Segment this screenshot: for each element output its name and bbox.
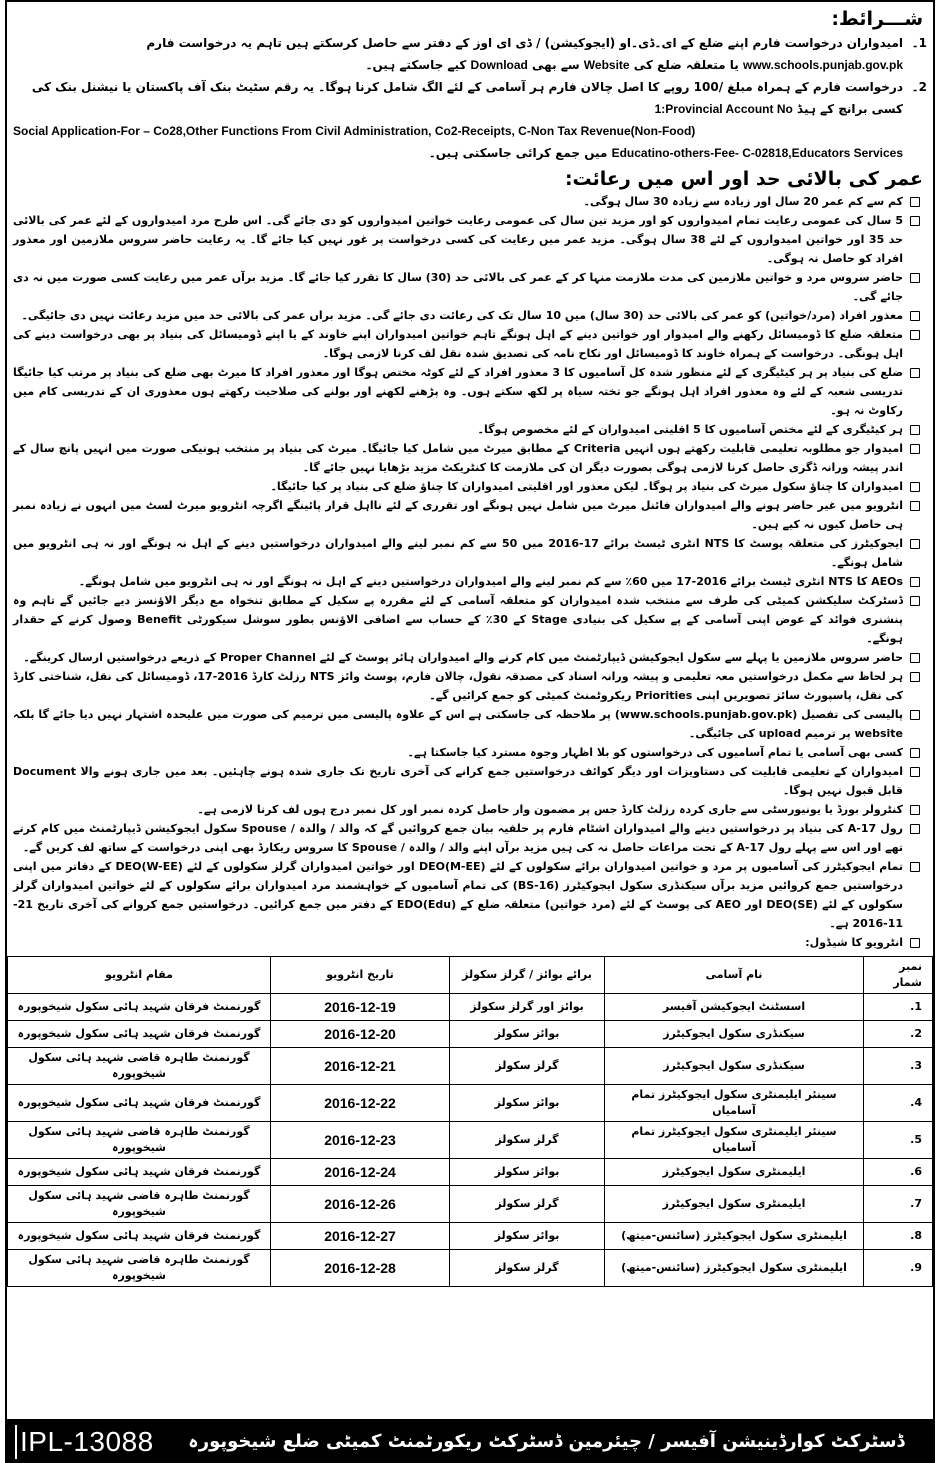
bullet-item [13,439,927,477]
account-description: Social Application-For – Co28,Other Functions From Civil Administration, Co2-Receipts, C-Non Tax Revenue(Non-Food) [13,124,696,138]
interview-venue: گورنمنٹ طاہرہ قاضی شہید ہائی سکول شیخوپورہ [8,1122,271,1159]
bullet-text: امیدوار جو مطلوبہ تعلیمی قابلیت رکھتے ہوں انہیں Criteria کے مطابق میرٹ میں شامل کیا جائیگا۔ میرٹ کی بنیاد پر منتخب ہونیکی صورت میں انہیں پانچ سال کے اندر پیشہ ورانہ ڈگری حاصل کرنا لازمی ہوگی بصورت دیگر ان کی ملازمت کا کنٹریکٹ مزید بڑھایا نہیں جائے گا۔ [13,442,903,474]
bullet-item [13,819,927,857]
checkbox-square [910,767,920,777]
checkbox-bullet-icon [903,192,927,211]
bullet-text: رول A-17 کی بنیاد پر درخواستیں دینے والے امیدواران اشٹام فارم پر حلفیہ بیان جمع کروائیں گے کہ والد / والدہ / Spouse سکول ایجوکیشن ڈیپارٹمنٹ میں کام کرتے تھے اور اس سے پہلے رول A-17 کے تحت مراعات حاصل نہ کی ہیں مزید برآں اپنے والد / والدہ / Spouse کا سروس ریکارڈ بھی اپنی درخواست کے ساتھ لف کریں گے۔ [13,822,903,854]
table-row [8,994,933,1021]
checkbox-square [910,862,920,872]
condition-number: 1۔ [911,36,927,50]
bullet-text: انٹرویو کا شیڈول: [805,936,903,949]
bullet-item [13,857,927,933]
bullet-item [13,705,927,743]
post-name: ایلیمنٹری سکول ایجوکیٹرز [605,1186,864,1223]
signature-authority: ڈسٹرکٹ کوارڈینیشن آفیسر / چیئرمین ڈسٹرکٹ ریکورٹمنٹ کمیٹی ضلع شیخوپورہ [188,1431,905,1452]
bullet-text: ضلع کی بنیاد پر ہر کیٹیگری کے لئے منظور شدہ کل آسامیوں کا 3 معذور افراد کے لئے کوٹہ مختص ہوگا اور معذور افراد کا میرٹ بھی ضلع کی بنیاد پر مرتب کیا جائیگا تدریسی شعبہ کے لئے وہ معذور افراد اہل ہونگے جو تختہ سیاہ پر لکھ سکتے ہوں۔ وہ پڑھنے لکھنے اور بولنے کی صلاحیت رکھتے ہوں معذوری ان کے تدریسی کام میں رکاوٹ نہ ہو۔ [13,366,903,417]
bullet-text: معذور افراد (مرد/خواتین) کو عمر کی بالائی حد (30 سال) میں 10 سال تک کی رعائت دی جائے گی۔ مزید براں عمر کی بالائی حد میں مزید رعائت نہیں دی جائیگی۔ [21,309,903,322]
interview-venue: گورنمنٹ طاہرہ قاضی شہید ہائی سکول شیخوپورہ [8,1250,271,1287]
interview-venue: گورنمنٹ فرقان شہید ہائی سکول شیخوپورہ [8,1223,271,1250]
checkbox-square [910,577,920,587]
serial-number: 3. [864,1048,933,1085]
table-header-row [8,957,933,994]
bullet-text: حاضر سروس ملازمین یا پہلے سے سکول ایجوکیشن ڈیپارٹمنٹ میں کام کرنے والے امیدواران ہائر پوسٹ کے لئے Proper Channel کے ذریعے درخواستیں ارسال کرینگے۔ [23,651,903,664]
condition-text: سے بھی [527,58,584,72]
bullet-text: پالیسی کی تفصیل (www.schools.punjab.gov.pk) پر ملاحظہ کی جاسکتی ہے اس کے علاوہ پالیسی میں ترمیم کی صورت میں علیحدہ اشتہار نہیں دیا جائے گا بلکہ website پر ترمیم upload کی جائیگی۔ [13,708,903,740]
condition-item-2 [13,76,927,164]
school-type: گرلز سکولز [450,1048,605,1085]
checkbox-square [910,425,920,435]
condition-text: امیدواران درخواست فارم اپنے ضلع کے ای۔ڈی۔او (ایجوکیشن) / ڈی ای اوز کے دفتر سے حاصل کرسکتے ہیں تاہم یہ درخواست فارم [146,36,903,50]
age-limit-list [13,192,927,952]
table-row [8,1021,933,1048]
interview-date: 2016-12-24 [271,1159,450,1186]
checkbox-bullet-icon [903,800,927,819]
bullet-item [13,933,927,952]
checkbox-bullet-icon [903,762,927,800]
interview-date: 2016-12-27 [271,1223,450,1250]
checkbox-bullet-icon [903,439,927,477]
bullet-item [13,306,927,325]
header-post: نام آسامی [605,957,864,994]
checkbox-square [910,539,920,549]
bullet-item [13,420,927,439]
checkbox-bullet-icon [903,420,927,439]
condition-body [13,32,903,76]
checkbox-square [910,273,920,283]
interview-date: 2016-12-19 [271,994,450,1021]
post-name: سینئر ایلیمنٹری سکول ایجوکیٹرز تمام آسامیاں [605,1122,864,1159]
header-school-type: برائے بوائز / گرلز سکولز [450,957,605,994]
checkbox-bullet-icon [903,705,927,743]
checkbox-square [910,710,920,720]
website-link[interactable]: www.schools.punjab.gov.pk [742,58,903,72]
header-venue: مقام انٹرویو [8,957,271,994]
post-name: اسسٹنٹ ایجوکیشن آفیسر [605,994,864,1021]
condition-body [13,76,903,164]
condition-text: کیے جاسکتے ہیں۔ [365,58,471,72]
checkbox-bullet-icon [903,591,927,648]
interview-date: 2016-12-28 [271,1250,450,1287]
bullet-text: امیدواران کے تعلیمی قابلیت کی دستاویزات اور دیگر کوائف درخواستیں جمع کرانے کی آخری تاریخ تک جاری شدہ ہونے چاہئیں۔ بعد میں جاری ہونے والا Document قابل قبول نہیں ہوگا۔ [13,765,903,797]
checkbox-bullet-icon [903,306,927,325]
checkbox-bullet-icon [903,648,927,667]
bullet-text: 5 سال کی عمومی رعایت تمام امیدواروں کو اور مزید تین سال کی عمومی رعایت خواتین امیدواروں کو دی جائے گی۔ اس طرح مرد امیدواروں کے لئے عمر کی بالائی حد 35 اور خواتین امیدواروں کے لئے 38 سال ہوگی۔ مزید عمر میں رعایت کی کسی درخواست پر غور نہیں کیا جائے گا۔ یہ رعایت حاضر سروس ملازمین اور معذور افراد کو حاصل نہ ہوگی۔ [13,214,903,265]
ipl-code: IPL-13088 [15,1425,154,1459]
bullet-text: AEOs کا NTS انٹری ٹیسٹ برائے 2016-17 میں 60٪ سے کم نمبر لینے والے امیدواران درخواستیں دینے کے اہل نہ ہونگے اور نہ ہی انٹرویو میں شامل ہونگے۔ [78,575,903,588]
checkbox-square [910,596,920,606]
school-type: گرلز سکولز [450,1250,605,1287]
bullet-text: امیدواران کا چناؤ سکول میرٹ کی بنیاد پر ہوگا۔ لیکن معذور اور اقلیتی امیدواران کا چناؤ ضلع کی بنیاد پر کیا جائیگا۔ [270,480,903,493]
school-type: بوائز اور گرلز سکولز [450,994,605,1021]
interview-venue: گورنمنٹ طاہرہ قاضی شہید ہائی سکول شیخوپورہ [8,1186,271,1223]
post-name: سینئر ایلیمنٹری سکول ایجوکیٹرز تمام آسامیاں [605,1085,864,1122]
bullet-item [13,192,927,211]
interview-date: 2016-12-22 [271,1085,450,1122]
checkbox-square [910,672,920,682]
post-name: سیکنڈری سکول ایجوکیٹرز [605,1021,864,1048]
interview-venue: گورنمنٹ فرقان شہید ہائی سکول شیخوپورہ [8,1085,271,1122]
interview-venue: گورنمنٹ فرقان شہید ہائی سکول شیخوپورہ [8,994,271,1021]
serial-number: 1. [864,994,933,1021]
condition-item-1 [13,32,927,76]
table-row [8,1159,933,1186]
checkbox-bullet-icon [903,325,927,363]
bullet-item [13,534,927,572]
download-word: Download [470,58,528,72]
checkbox-square [910,482,920,492]
table-row [8,1250,933,1287]
serial-number: 8. [864,1223,933,1250]
interview-venue: گورنمنٹ فرقان شہید ہائی سکول شیخوپورہ [8,1159,271,1186]
checkbox-bullet-icon [903,211,927,268]
post-name: سیکنڈری سکول ایجوکیٹرز [605,1048,864,1085]
bullet-item [13,743,927,762]
bullet-text: ہر لحاظ سے مکمل درخواستیں معہ تعلیمی و پیشہ ورانہ اسناد کی مصدقہ نقول، چالان فارم، پوسٹ وائز NTS رزلٹ کارڈ 2016-17، ڈومیسائل کی نقل، شناختی کارڈ کی نقل، پاسپورٹ سائز تصویریں اپنی Priorities ریکروٹمنٹ کمیٹی کو جمع کرائیں گے۔ [13,670,904,702]
checkbox-bullet-icon [903,857,927,933]
condition-text: میں جمع کرائی جاسکتی ہیں۔ [428,146,612,160]
bullet-text: کم سے کم عمر 20 سال اور زیادہ سے زیادہ 30 سال ہوگی۔ [583,195,903,208]
table-row [8,1085,933,1122]
checkbox-bullet-icon [903,667,927,705]
table-row [8,1223,933,1250]
post-name: ایلیمنٹری سکول ایجوکیٹرز (سائنس-میتھ) [605,1250,864,1287]
schedule-section [7,952,933,1287]
serial-number: 6. [864,1159,933,1186]
serial-number: 7. [864,1186,933,1223]
table-row [8,1122,933,1159]
interview-date: 2016-12-23 [271,1122,450,1159]
checkbox-square [910,216,920,226]
table-row [8,1048,933,1085]
school-type: گرلز سکولز [450,1186,605,1223]
bullet-text: کسی بھی آسامی یا تمام آسامیوں کی درخواستوں کو بلا اظہار وجوہ مسترد کیا جاسکتا ہے۔ [407,746,903,759]
bullet-item [13,496,927,534]
school-type: بوائز سکولز [450,1159,605,1186]
bullet-item [13,667,927,705]
advertisement-body [7,2,933,952]
checkbox-square [910,444,920,454]
bullet-text: متعلقہ ضلع کا ڈومیسائل رکھنے والے امیدوار اور خواتین دینے کے اہل ہونگے تاہم خواتین امیدواران اپنے خاوند کے یا اپنے ڈومیسائل کی بنیاد پر بھی درخواست دینے کی اہل ہونگی۔ درخواست کے ہمراہ خاوند کا ڈومیسائل اور نکاح نامہ کی تصدیق شدہ نقل لف کرنا لازمی ہوگا۔ [13,328,903,360]
school-type: بوائز سکولز [450,1021,605,1048]
bullet-text: ہر کیٹیگری کے لئے مختص آسامیوں کا 5 اقلیتی امیدواران کے لئے مخصوص ہوگا۔ [477,423,903,436]
serial-number: 4. [864,1085,933,1122]
checkbox-bullet-icon [903,534,927,572]
conditions-heading: شـــرائط: [831,8,923,30]
bullet-item [13,800,927,819]
bullet-text: انٹرویو میں غیر حاضر ہونے والے امیدواران فائنل میرٹ میں شامل نہیں ہونگے اور تقرری کے لئے نااہل قرار پائینگے اگرچہ انٹرویو میرٹ لسٹ میں انہوں نے زیادہ نمبر ہی حاصل کیوں نہ کیے ہیں۔ [13,499,903,531]
checkbox-bullet-icon [903,496,927,534]
checkbox-square [910,368,920,378]
checkbox-square [910,938,920,948]
interview-venue: گورنمنٹ طاہرہ قاضی شہید ہائی سکول شیخوپورہ [8,1048,271,1085]
page-frame [5,0,935,1463]
header-date: تاریخ انٹرویو [271,957,450,994]
condition-text: یا متعلقہ ضلع کی [629,58,743,72]
checkbox-square [910,805,920,815]
serial-number: 9. [864,1250,933,1287]
bullet-item [13,477,927,496]
bullet-item [13,363,927,420]
bullet-item [13,325,927,363]
checkbox-square [910,197,920,207]
checkbox-square [910,824,920,834]
checkbox-square [910,330,920,340]
post-name: ایلیمنٹری سکول ایجوکیٹرز (سائنس-میتھ) [605,1223,864,1250]
bullet-item [13,648,927,667]
condition-text: درخواست فارم کے ہمراہ مبلغ /100 روپے کا اصل چالان فارم ہر آسامی کے لئے الگ شامل کرنا ہوگا۔ یہ رقم سٹیٹ بنک آف پاکستان یا نیشنل بنک کی کسی برانچ کے ہیڈ [31,80,903,116]
account-head: 1:Provincial Account No [654,102,793,116]
bullet-item [13,762,927,800]
fee-head: Educatino-others-Fee- C-02818,Educators Services [611,146,903,160]
condition-number: 2۔ [911,80,927,94]
school-type: گرلز سکولز [450,1122,605,1159]
checkbox-bullet-icon [903,268,927,306]
age-limit-heading: عمر کی بالائی حد اور اس میں رعائت: [564,168,923,190]
bullet-text: ایجوکیٹرز کی متعلقہ پوسٹ کا NTS انٹری ٹیسٹ برائے 17-2016 میں 50 سے کم نمبر لینے والے امیدواران درخواستیں دینے کے اہل نہ ہونگے اور نہ ہی انٹرویو میں شامل ہونگے۔ [13,537,904,569]
serial-number: 5. [864,1122,933,1159]
school-type: بوائز سکولز [450,1223,605,1250]
bullet-item [13,268,927,306]
footer-banner [7,1419,933,1463]
checkbox-square [910,311,920,321]
interview-venue: گورنمنٹ فرقان شہید ہائی سکول شیخوپورہ [8,1021,271,1048]
bullet-text: تمام ایجوکیٹرز کی آسامیوں پر مرد و خواتین امیدواران برائے سکولوں کے لئے DEO(M-EE) اور خواتین امیدواران گرلز سکولوں کے لئے DEO(W-EE) کے دفاتر میں اپنی درخواستیں جمع کروائیں مزید برآں سیکنڈری سکول ایجوکیٹرز (BS-16) کی تمام آسامیوں کے خواہشمند مرد امیدواران برائے سکولوں کے لئے خواتین امیدواران گرلز سکولوں کے لئے DEO(SE) اور AEO کی پوسٹ کے لئے (مرد خواتین) متعلقہ ضلع کے EDO(Edu) کے دفتر میں جمع کرائیں۔ درخواستیں جمع کروانے کی آخری تاریخ 21-11-2016 ہے۔ [13,860,903,930]
checkbox-bullet-icon [903,743,927,762]
interview-schedule-table [7,956,933,1287]
bullet-text: کنٹرولر بورڈ یا یونیورسٹی سے جاری کردہ رزلٹ کارڈ جس پر مضمون وار حاصل کردہ نمبر اور کل نمبر درج ہوں لف کرنا لازمی ہے۔ [197,803,903,816]
bullet-text: ڈسٹرکٹ سلیکشن کمیٹی کی طرف سے منتخب شدہ امیدواران کو متعلقہ آسامی کے لئے مقررہ پے سکیل کے مطابق تنخواہ مع دیگر الاؤنسز دیے جائیں گے تاہم وہ پنشنری فوائد کے عوض اپنی آسامی کے پے سکیل کی بنیادی Stage کے 30٪ کے حساب سے اضافی الاؤنس بطور سوشل سیکورٹی Benefit وصول کرنے کے حقدار ہونگے۔ [13,594,903,645]
interview-date: 2016-12-26 [271,1186,450,1223]
bullet-item [13,211,927,268]
bullet-text: حاضر سروس مرد و خواتین ملازمین کی مدت ملازمت منہا کر کے عمر کی بالائی حد (30) سال کا تقرر کیا جائے گا۔ مزید برآں عمر میں رعایت کسی صورت میں نہ دی جائے گی۔ [13,271,903,303]
bullet-item [13,572,927,591]
checkbox-square [910,748,920,758]
website-word: Website [583,58,630,72]
school-type: بوائز سکولز [450,1085,605,1122]
serial-number: 2. [864,1021,933,1048]
checkbox-bullet-icon [903,572,927,591]
checkbox-square [910,653,920,663]
table-row [8,1186,933,1223]
post-name: ایلیمنٹری سکول ایجوکیٹرز [605,1159,864,1186]
interview-date: 2016-12-21 [271,1048,450,1085]
checkbox-bullet-icon [903,363,927,420]
spacer [7,1287,933,1413]
checkbox-bullet-icon [903,477,927,496]
interview-date: 2016-12-20 [271,1021,450,1048]
checkbox-square [910,501,920,511]
checkbox-bullet-icon [903,933,927,952]
schedule-rows [8,994,933,1287]
bullet-item [13,591,927,648]
checkbox-bullet-icon [903,819,927,857]
header-serial: نمبر شمار [864,957,933,994]
